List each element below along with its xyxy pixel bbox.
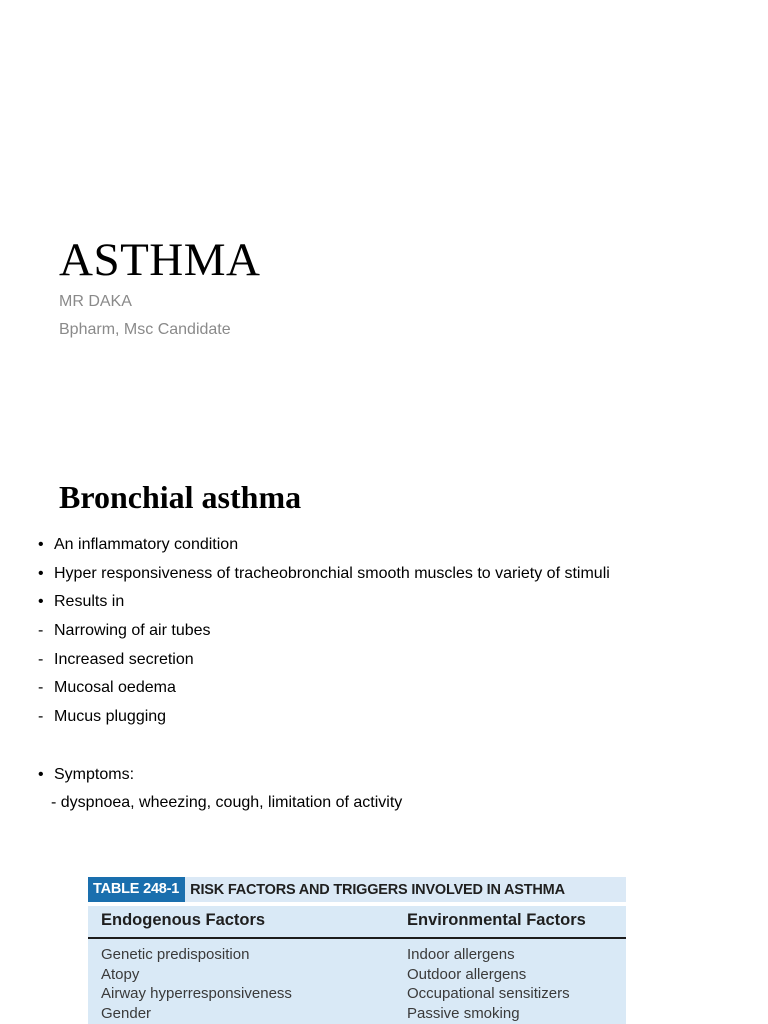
column-header-environmental: Environmental Factors xyxy=(407,911,586,929)
list-item-text: - dyspnoea, wheezing, cough, limitation of activity xyxy=(51,794,403,812)
list-item-text: Increased secretion xyxy=(54,650,194,668)
table-header xyxy=(88,906,626,939)
table-row xyxy=(88,984,626,1004)
list-item-text: Results in xyxy=(54,593,125,611)
list-item-text: Narrowing of air tubes xyxy=(54,622,211,640)
list-item xyxy=(38,591,738,620)
table-cell: Occupational sensitizers xyxy=(407,985,570,1003)
table-cell: Genetic predisposition xyxy=(101,946,250,963)
list-item-text: Hyper responsiveness of tracheobronchial smooth muscles to variety of stimuli xyxy=(54,564,610,582)
bullet-marker: • xyxy=(38,765,44,783)
bullet-list xyxy=(38,534,738,821)
dash-marker: - xyxy=(38,708,44,726)
list-item xyxy=(38,534,738,563)
list-item xyxy=(38,620,738,649)
section-heading: Bronchial asthma xyxy=(59,479,302,515)
list-item xyxy=(38,706,738,735)
dash-marker: - xyxy=(38,650,44,668)
author-name: MR DAKA xyxy=(59,293,132,310)
list-item xyxy=(38,649,738,678)
dash-marker: - xyxy=(38,679,44,697)
list-item xyxy=(38,764,738,793)
table-cell: Indoor allergens xyxy=(407,946,515,963)
risk-factors-table xyxy=(88,877,626,1024)
list-item xyxy=(38,563,738,592)
title-slide xyxy=(0,0,768,430)
table-title: RISK FACTORS AND TRIGGERS INVOLVED IN ASTHMA xyxy=(190,881,565,898)
table-cell: Atopy xyxy=(101,965,140,983)
list-item-text: Mucosal oedema xyxy=(54,679,176,697)
presentation-title: ASTHMA xyxy=(59,234,261,286)
table-row xyxy=(88,965,626,985)
list-item xyxy=(38,677,738,706)
table-row xyxy=(88,1004,626,1024)
column-header-endogenous: Endogenous Factors xyxy=(101,911,266,929)
list-item-text: Symptoms: xyxy=(54,765,135,783)
list-item-text: Mucus plugging xyxy=(54,708,167,726)
table-body xyxy=(88,939,626,1023)
table-caption xyxy=(88,877,626,902)
table-cell: Passive smoking xyxy=(407,1004,520,1022)
list-spacer xyxy=(38,735,738,764)
table-cell: Gender xyxy=(101,1004,152,1022)
table-cell: Airway hyperresponsiveness xyxy=(101,985,292,1003)
author-credentials: Bpharm, Msc Candidate xyxy=(59,321,231,338)
table-cell: Outdoor allergens xyxy=(407,965,527,983)
bullet-marker: • xyxy=(38,593,44,611)
bullet-marker: • xyxy=(38,564,44,582)
table-number: TABLE 248-1 xyxy=(88,877,185,902)
bullet-marker: • xyxy=(38,536,44,553)
list-item-text: An inflammatory condition xyxy=(54,536,239,553)
dash-marker: - xyxy=(38,622,44,640)
list-item xyxy=(51,792,751,821)
table-row xyxy=(88,945,626,965)
